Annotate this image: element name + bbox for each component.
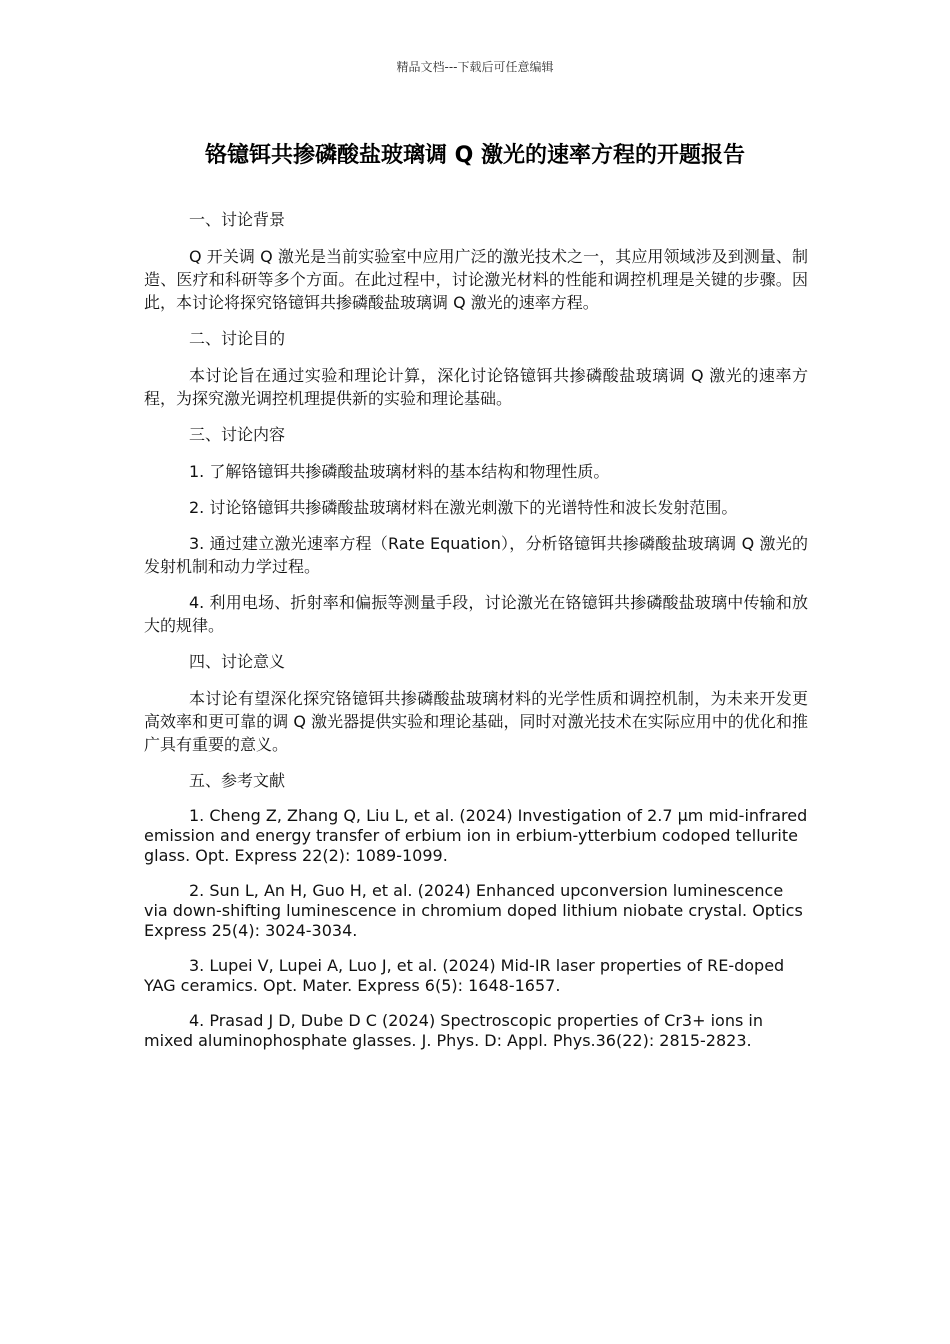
header-note: 精品文档---下载后可任意编辑 [396, 60, 554, 74]
document-title: 铬镱铒共掺磷酸盐玻璃调 Q 激光的速率方程的开题报告 [204, 143, 746, 168]
reference-item: 4. Prasad J D, Dube D C (2024) Spectroscopic properties of Cr3+ ions in mixed aluminophosphate glasses. J. Phys. D: Appl. Phys.36(22): 2815-2823. [144, 1011, 763, 1050]
section-heading-background: 一、讨论背景 [189, 210, 286, 229]
document-body [144, 208, 808, 1066]
section-heading-significance: 四、讨论意义 [189, 652, 286, 671]
reference-item: 2. Sun L, An H, Guo H, et al. (2024) Enhanced upconversion luminescence via down-shifting luminescence in chromium doped lithium niobate crystal. Optics Express 25(4): 3024-3034. [144, 881, 803, 940]
reference-item: 1. Cheng Z, Zhang Q, Liu L, et al. (2024) Investigation of 2.7 μm mid-infrared emission and energy transfer of erbium ion in erbium-ytterbium codoped tellurite glass. Opt. Express 22(2): 1089-1099. [144, 806, 808, 865]
content-item: 3. 通过建立激光速率方程（Rate Equation），分析铬镱铒共掺磷酸盐玻璃调 Q 激光的发射机制和动力学过程。 [144, 534, 808, 576]
section-heading-content: 三、讨论内容 [189, 425, 286, 444]
section-text-background: Q 开关调 Q 激光是当前实验室中应用广泛的激光技术之一，其应用领域涉及到测量、制造、医疗和科研等多个方面。在此过程中，讨论激光材料的性能和调控机理是关键的步骤。因此，本讨论将探究铬镱铒共掺磷酸盐玻璃调 Q 激光的速率方程。 [144, 247, 808, 312]
content-item: 4. 利用电场、折射率和偏振等测量手段，讨论激光在铬镱铒共掺磷酸盐玻璃中传输和放大的规律。 [144, 593, 808, 635]
section-heading-purpose: 二、讨论目的 [189, 329, 286, 348]
section-text-purpose: 本讨论旨在通过实验和理论计算，深化讨论铬镱铒共掺磷酸盐玻璃调 Q 激光的速率方程，为探究激光调控机理提供新的实验和理论基础。 [144, 366, 808, 408]
section-heading-references: 五、参考文献 [189, 771, 286, 790]
content-item: 1. 了解铬镱铒共掺磷酸盐玻璃材料的基本结构和物理性质。 [189, 462, 610, 481]
section-text-significance: 本讨论有望深化探究铬镱铒共掺磷酸盐玻璃材料的光学性质和调控机制，为未来开发更高效率和更可靠的调 Q 激光器提供实验和理论基础，同时对激光技术在实际应用中的优化和推广具有重要的意义。 [144, 689, 808, 754]
reference-item: 3. Lupei V, Lupei A, Luo J, et al. (2024) Mid-IR laser properties of RE-doped YAG ceramics. Opt. Mater. Express 6(5): 1648-1657. [144, 956, 785, 995]
content-item: 2. 讨论铬镱铒共掺磷酸盐玻璃材料在激光刺激下的光谱特性和波长发射范围。 [189, 498, 738, 517]
